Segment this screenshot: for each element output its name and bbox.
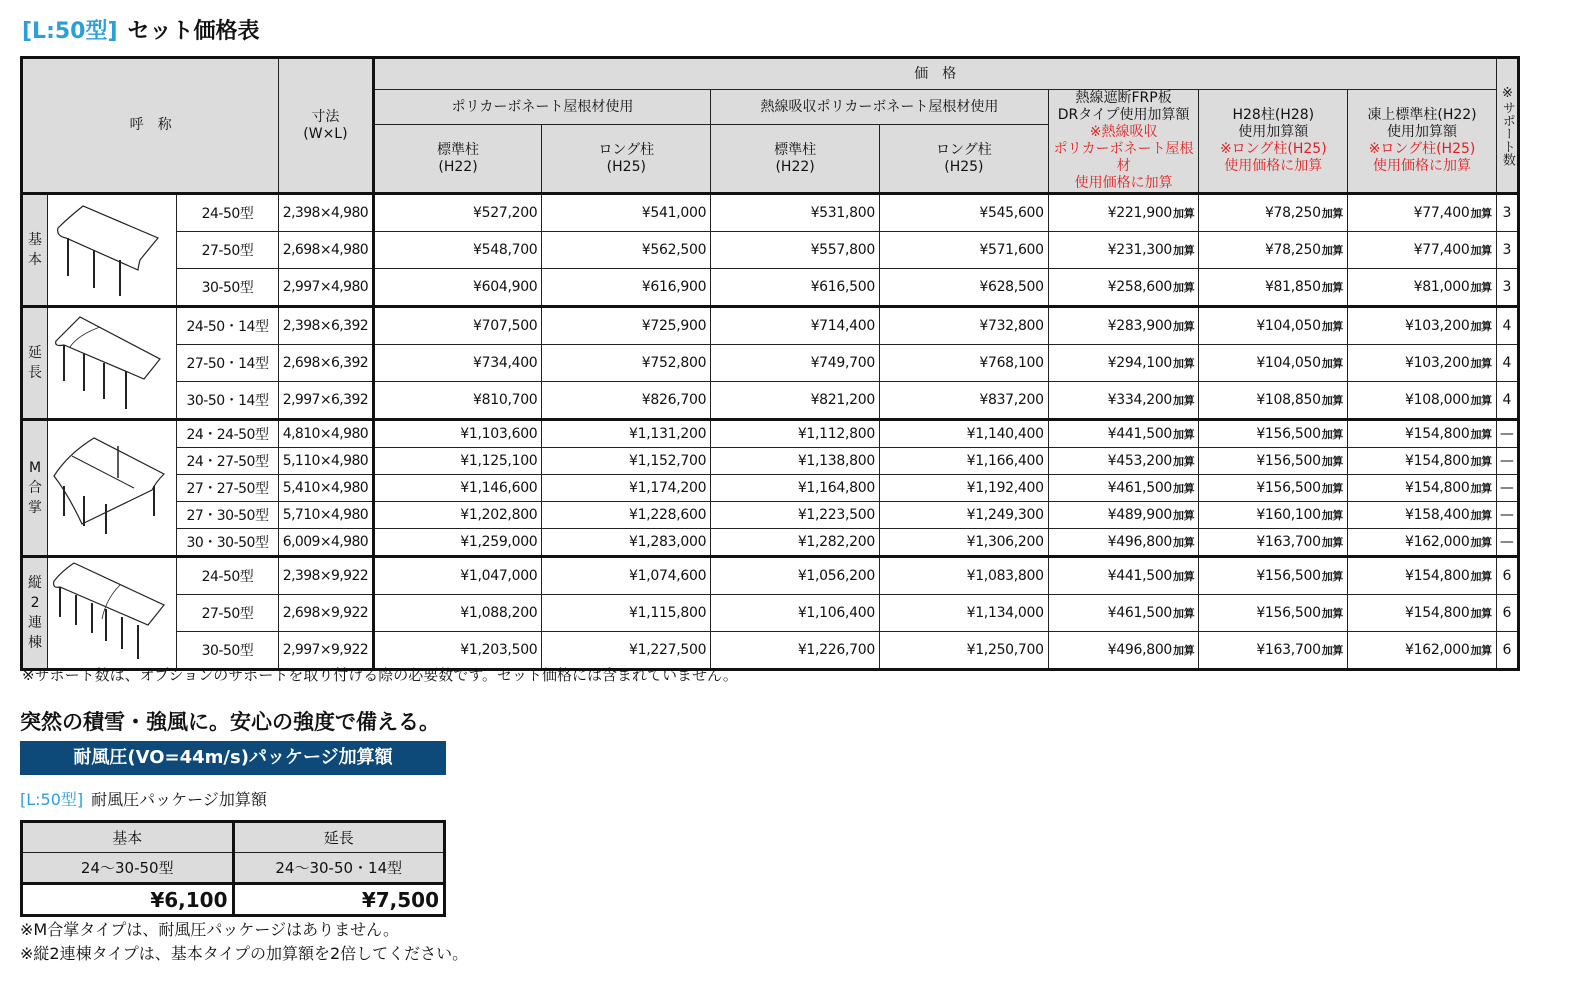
price-poly-std: ¥1,088,200 — [373, 595, 542, 632]
price-heat-std: ¥714,400 — [711, 307, 880, 345]
dimension: 2,997×6,392 — [279, 382, 373, 420]
page-title — [22, 14, 260, 45]
table-row — [22, 269, 1519, 307]
support-count: — — [1496, 448, 1518, 475]
table-row — [22, 475, 1519, 502]
model-tag: [L:50型] — [22, 19, 118, 44]
price-poly-std: ¥1,202,800 — [373, 502, 542, 529]
price-heat-std: ¥1,226,700 — [711, 632, 880, 670]
table-row — [22, 345, 1519, 382]
support-count: 6 — [1496, 595, 1518, 632]
price-heat-std: ¥1,164,800 — [711, 475, 880, 502]
dimension: 2,698×6,392 — [279, 345, 373, 382]
model-name: 24・27-50型 — [176, 448, 279, 475]
price-heat-long: ¥571,600 — [879, 232, 1048, 269]
support-note: ※サポート数は、オプションのサポートを取り付ける際の必要数です。セット価格には含まれていません。 — [22, 666, 738, 684]
price-poly-long: ¥562,500 — [542, 232, 711, 269]
support-count: 6 — [1496, 557, 1518, 595]
wind-notes: ※M合掌タイプは、耐風圧パッケージはありません。 ※縦2連棟タイプは、基本タイプの加算額を2倍してください。 — [20, 920, 469, 963]
model-name: 27-50型 — [176, 595, 279, 632]
wind-subtitle: [L:50型] 耐風圧パッケージ加算額 — [20, 790, 267, 809]
dimension: 2,997×9,922 — [279, 632, 373, 670]
dimension: 6,009×4,980 — [279, 529, 373, 557]
model-name: 27・30-50型 — [176, 502, 279, 529]
price-poly-std: ¥810,700 — [373, 382, 542, 420]
model-name: 30・30-50型 — [176, 529, 279, 557]
model-name: 24-50・14型 — [176, 307, 279, 345]
price-poly-long: ¥1,074,600 — [542, 557, 711, 595]
addon-h28: ¥156,500加算 — [1199, 420, 1348, 448]
price-poly-std: ¥1,047,000 — [373, 557, 542, 595]
dimension: 2,698×4,980 — [279, 232, 373, 269]
price-heat-long: ¥1,134,000 — [879, 595, 1048, 632]
group-3 — [22, 557, 1519, 670]
header-heat-absorbing: 熱線吸収ポリカーボネート屋根材使用 — [711, 90, 1049, 125]
header-name: 呼 称 — [22, 58, 279, 194]
price-heat-long: ¥768,100 — [879, 345, 1048, 382]
addon-frost: ¥77,400加算 — [1348, 232, 1497, 269]
addon-frost: ¥162,000加算 — [1348, 529, 1497, 557]
addon-h28: ¥104,050加算 — [1199, 307, 1348, 345]
table-row — [22, 232, 1519, 269]
addon-frp: ¥294,100加算 — [1048, 345, 1199, 382]
price-poly-std: ¥1,103,600 — [373, 420, 542, 448]
support-count: 3 — [1496, 269, 1518, 307]
table-row — [22, 502, 1519, 529]
support-count: — — [1496, 529, 1518, 557]
model-name: 24-50型 — [176, 557, 279, 595]
dimension: 5,410×4,980 — [279, 475, 373, 502]
table-row — [22, 557, 1519, 595]
price-heat-std: ¥557,800 — [711, 232, 880, 269]
price-poly-std: ¥1,146,600 — [373, 475, 542, 502]
price-poly-std: ¥1,203,500 — [373, 632, 542, 670]
addon-h28: ¥78,250加算 — [1199, 194, 1348, 232]
addon-h28: ¥160,100加算 — [1199, 502, 1348, 529]
addon-frost: ¥154,800加算 — [1348, 475, 1497, 502]
carport-extension-icon — [48, 307, 177, 420]
addon-frost: ¥103,200加算 — [1348, 307, 1497, 345]
group-0 — [22, 194, 1519, 307]
header-support: ※サポート数 — [1496, 58, 1518, 194]
price-heat-std: ¥1,056,200 — [711, 557, 880, 595]
header-long-post-1: ロング柱 (H25) — [542, 125, 711, 194]
header-polycarbonate: ポリカーボネート屋根材使用 — [373, 90, 711, 125]
addon-frost: ¥103,200加算 — [1348, 345, 1497, 382]
price-poly-long: ¥1,228,600 — [542, 502, 711, 529]
table-row — [22, 307, 1519, 345]
dimension: 2,997×4,980 — [279, 269, 373, 307]
set-price-table — [20, 56, 1520, 671]
support-count: 4 — [1496, 382, 1518, 420]
model-name: 27・27-50型 — [176, 475, 279, 502]
addon-h28: ¥156,500加算 — [1199, 475, 1348, 502]
price-heat-std: ¥1,112,800 — [711, 420, 880, 448]
dimension: 4,810×4,980 — [279, 420, 373, 448]
model-name: 30-50型 — [176, 632, 279, 670]
price-poly-std: ¥1,125,100 — [373, 448, 542, 475]
addon-frp: ¥461,500加算 — [1048, 595, 1199, 632]
header-std-post-1: 標準柱 (H22) — [373, 125, 542, 194]
header-std-post-2: 標準柱 (H22) — [711, 125, 880, 194]
dimension: 2,398×9,922 — [279, 557, 373, 595]
addon-frost: ¥154,800加算 — [1348, 448, 1497, 475]
addon-h28: ¥108,850加算 — [1199, 382, 1348, 420]
table-row — [22, 382, 1519, 420]
addon-frost: ¥108,000加算 — [1348, 382, 1497, 420]
addon-frp: ¥496,800加算 — [1048, 529, 1199, 557]
model-name: 30-50・14型 — [176, 382, 279, 420]
support-count: 3 — [1496, 194, 1518, 232]
wind-range-basic: 24〜30-50型 — [22, 853, 234, 884]
price-heat-long: ¥1,306,200 — [879, 529, 1048, 557]
group-2 — [22, 420, 1519, 557]
price-poly-long: ¥1,283,000 — [542, 529, 711, 557]
addon-h28: ¥81,850加算 — [1199, 269, 1348, 307]
support-count: — — [1496, 420, 1518, 448]
price-poly-std: ¥707,500 — [373, 307, 542, 345]
support-count: — — [1496, 502, 1518, 529]
carport-m-gassho-icon — [48, 420, 177, 557]
price-heat-long: ¥628,500 — [879, 269, 1048, 307]
dimension: 2,698×9,922 — [279, 595, 373, 632]
wind-price-extension: ¥7,500 — [233, 884, 445, 916]
price-poly-long: ¥826,700 — [542, 382, 711, 420]
addon-frost: ¥77,400加算 — [1348, 194, 1497, 232]
model-name: 24-50型 — [176, 194, 279, 232]
addon-frp: ¥489,900加算 — [1048, 502, 1199, 529]
support-count: 3 — [1496, 232, 1518, 269]
header-price: 価 格 — [373, 58, 1496, 90]
price-poly-std: ¥1,259,000 — [373, 529, 542, 557]
wind-col-extension: 延長 — [233, 822, 445, 853]
wind-price-basic: ¥6,100 — [22, 884, 234, 916]
addon-h28: ¥156,500加算 — [1199, 448, 1348, 475]
addon-h28: ¥163,700加算 — [1199, 632, 1348, 670]
addon-frp: ¥221,900加算 — [1048, 194, 1199, 232]
price-heat-std: ¥749,700 — [711, 345, 880, 382]
addon-frost: ¥158,400加算 — [1348, 502, 1497, 529]
header-dimension: 寸法 (W×L) — [279, 58, 373, 194]
wind-range-extension: 24〜30-50・14型 — [233, 853, 445, 884]
support-count: 4 — [1496, 307, 1518, 345]
group-label: 延 長 — [22, 307, 48, 420]
price-poly-long: ¥1,131,200 — [542, 420, 711, 448]
price-poly-long: ¥725,900 — [542, 307, 711, 345]
addon-frp: ¥496,800加算 — [1048, 632, 1199, 670]
price-poly-long: ¥752,800 — [542, 345, 711, 382]
group-label: 基 本 — [22, 194, 48, 307]
price-heat-long: ¥837,200 — [879, 382, 1048, 420]
table-row — [22, 448, 1519, 475]
table-row — [22, 529, 1519, 557]
addon-h28: ¥156,500加算 — [1199, 595, 1348, 632]
price-poly-long: ¥616,900 — [542, 269, 711, 307]
addon-frost: ¥154,800加算 — [1348, 557, 1497, 595]
addon-frp: ¥441,500加算 — [1048, 420, 1199, 448]
price-poly-std: ¥734,400 — [373, 345, 542, 382]
addon-h28: ¥78,250加算 — [1199, 232, 1348, 269]
price-heat-long: ¥1,083,800 — [879, 557, 1048, 595]
wind-package-table — [20, 820, 446, 917]
carport-basic-icon — [48, 194, 177, 307]
price-heat-long: ¥1,250,700 — [879, 632, 1048, 670]
wind-package-band: 耐風圧(VO=44m/s)パッケージ加算額 — [20, 741, 446, 775]
price-poly-long: ¥1,115,800 — [542, 595, 711, 632]
price-heat-std: ¥1,282,200 — [711, 529, 880, 557]
dimension: 5,710×4,980 — [279, 502, 373, 529]
model-name: 27-50・14型 — [176, 345, 279, 382]
price-heat-std: ¥1,138,800 — [711, 448, 880, 475]
price-poly-std: ¥548,700 — [373, 232, 542, 269]
header-frp: 熱線遮断FRP板 DRタイプ使用加算額 ※熱線吸収 ポリカーボネート屋根材 使用価格に加算 — [1048, 90, 1199, 194]
addon-frp: ¥283,900加算 — [1048, 307, 1199, 345]
price-poly-std: ¥604,900 — [373, 269, 542, 307]
addon-frost: ¥154,800加算 — [1348, 595, 1497, 632]
table-row — [22, 595, 1519, 632]
model-name: 24・24-50型 — [176, 420, 279, 448]
addon-h28: ¥163,700加算 — [1199, 529, 1348, 557]
header-frost: 凍上標準柱(H22) 使用加算額 ※ロング柱(H25) 使用価格に加算 — [1348, 90, 1497, 194]
addon-frost: ¥154,800加算 — [1348, 420, 1497, 448]
group-label: 縦 2 連 棟 — [22, 557, 48, 670]
support-count: 4 — [1496, 345, 1518, 382]
model-name: 30-50型 — [176, 269, 279, 307]
model-name: 27-50型 — [176, 232, 279, 269]
addon-frp: ¥453,200加算 — [1048, 448, 1199, 475]
price-poly-long: ¥541,000 — [542, 194, 711, 232]
addon-frp: ¥258,600加算 — [1048, 269, 1199, 307]
price-heat-std: ¥821,200 — [711, 382, 880, 420]
carport-tandem-icon — [48, 557, 177, 670]
price-heat-std: ¥1,106,400 — [711, 595, 880, 632]
group-1 — [22, 307, 1519, 420]
header-long-post-2: ロング柱 (H25) — [879, 125, 1048, 194]
addon-frost: ¥81,000加算 — [1348, 269, 1497, 307]
table-row — [22, 420, 1519, 448]
group-label: M 合 掌 — [22, 420, 48, 557]
support-count: — — [1496, 475, 1518, 502]
price-heat-long: ¥732,800 — [879, 307, 1048, 345]
price-poly-std: ¥527,200 — [373, 194, 542, 232]
dimension: 2,398×6,392 — [279, 307, 373, 345]
title-text: セット価格表 — [127, 19, 260, 44]
header-h28: H28柱(H28) 使用加算額 ※ロング柱(H25) 使用価格に加算 — [1199, 90, 1348, 194]
price-heat-std: ¥1,223,500 — [711, 502, 880, 529]
price-heat-long: ¥1,140,400 — [879, 420, 1048, 448]
dimension: 2,398×4,980 — [279, 194, 373, 232]
table-row — [22, 194, 1519, 232]
price-poly-long: ¥1,152,700 — [542, 448, 711, 475]
addon-frp: ¥441,500加算 — [1048, 557, 1199, 595]
price-heat-long: ¥1,249,300 — [879, 502, 1048, 529]
price-heat-std: ¥616,500 — [711, 269, 880, 307]
price-heat-std: ¥531,800 — [711, 194, 880, 232]
addon-h28: ¥104,050加算 — [1199, 345, 1348, 382]
addon-frp: ¥334,200加算 — [1048, 382, 1199, 420]
addon-frp: ¥461,500加算 — [1048, 475, 1199, 502]
price-heat-long: ¥1,166,400 — [879, 448, 1048, 475]
price-heat-long: ¥1,192,400 — [879, 475, 1048, 502]
price-poly-long: ¥1,227,500 — [542, 632, 711, 670]
wind-heading: 突然の積雪・強風に。安心の強度で備える。 — [20, 710, 440, 734]
addon-frp: ¥231,300加算 — [1048, 232, 1199, 269]
addon-frost: ¥162,000加算 — [1348, 632, 1497, 670]
price-heat-long: ¥545,600 — [879, 194, 1048, 232]
dimension: 5,110×4,980 — [279, 448, 373, 475]
price-poly-long: ¥1,174,200 — [542, 475, 711, 502]
addon-h28: ¥156,500加算 — [1199, 557, 1348, 595]
support-count: 6 — [1496, 632, 1518, 670]
wind-col-basic: 基本 — [22, 822, 234, 853]
